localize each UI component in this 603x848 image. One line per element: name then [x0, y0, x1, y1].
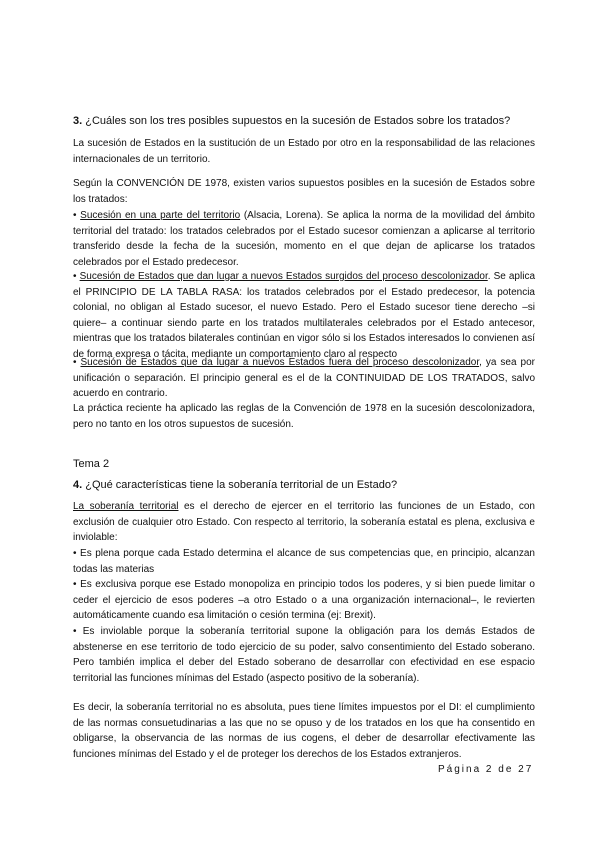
tabla-rasa-principle: PRINCIPIO DE LA TABLA RASA	[85, 286, 240, 298]
bullet-title-outside-decolonization: Sucesión de Estados que da lugar a nuevos Estados fuera del proceso descolonizador	[80, 357, 480, 368]
sovereignty-definition: La soberanía territorial es el derecho de ejercer en el territorio las funciones de un Estado, con exclusión de cualquier otro Estado. Con respecto al territorio, la soberanía estatal es plena, exclusiva e inviolable:	[73, 501, 535, 544]
bullet-title-partial-territory: Sucesión en una parte del territorio	[80, 210, 241, 221]
bullet-marker: •	[73, 548, 77, 559]
question-3-text: ¿Cuáles son los tres posibles supuestos en la sucesión de Estados sobre los tratados?	[82, 115, 511, 127]
continuity-principle: CONTINUIDAD DE LOS TRATADOS	[336, 372, 505, 384]
question-4-text: ¿Qué características tiene la soberanía territorial de un Estado?	[82, 479, 398, 491]
bullet-marker: •	[73, 579, 77, 590]
bullet-inviolable: • Es inviolable porque la soberanía territorial supone la obligación para los demás Estados de abstenerse en ese territorio de todo ejercicio de su poder, salvo consentimiento del Estado soberano. Pero también implica el deber del Estado soberano de desarrollar con efectividad en ese espacio territorial las funciones mínimas del Estado (aspecto positivo de la soberanía).	[73, 626, 535, 684]
convention-name: CONVENCIÓN DE 1978	[116, 178, 228, 189]
convention-intro: Según la CONVENCIÓN DE 1978, existen varios supuestos posibles en la sucesión de Estados sobre los tratados:	[73, 178, 536, 205]
succession-definition: La sucesión de Estados en la sustitución de un Estado por otro en la responsabilidad de las relaciones internacionales de un territorio.	[73, 138, 535, 165]
tema-heading: Tema 2	[73, 458, 110, 470]
bullet-decolonization: • Sucesión de Estados que dan lugar a nuevos Estados surgidos del proceso descolonizador. Se aplica el PRINCIPIO DE LA TABLA RASA: los tratados celebrados por el Estado predecesor, la potencia colonial, no obligan al Estado sucesor, el nuevo Estado. Pero el Estado sucesor tiene derecho –si quiere– a continuar siendo parte en los tratados multilaterales celebrados por el Estado antecesor, mientras que los tratados bilaterales continúan en vigor sólo si los Estados interesados lo convienen así de forma expresa o tácita, mediante un comportamiento claro al respecto	[73, 271, 535, 360]
question-4-number: 4.	[73, 479, 83, 491]
bullet-plena: • Es plena porque cada Estado determina el alcance de sus competencias que, en principio, alcanzan todas las materias	[73, 548, 535, 575]
sovereignty-term: La soberanía territorial	[73, 501, 179, 512]
bullet-marker: •	[73, 210, 77, 221]
recent-practice: La práctica reciente ha aplicado las reglas de la Convención de 1978 en la sucesión descolonizadora, pero no tanto en los otros supuestos de sucesión.	[73, 403, 535, 430]
question-3	[73, 114, 535, 130]
bullet-marker: •	[73, 357, 77, 368]
bullet-title-decolonization: Sucesión de Estados que dan lugar a nuevos Estados surgidos del proceso descolonizador	[79, 271, 488, 282]
page-number: Página 2 de 27	[438, 764, 534, 775]
question-3-number: 3.	[73, 115, 83, 127]
bullet-exclusiva: • Es exclusiva porque ese Estado monopoliza en principio todos los poderes, y si bien puede limitar o ceder el ejercicio de esos poderes –a otro Estado o a una organización internacional–, le revierten automáticamente cuando esa limitación o cesión termina (ej: Brexit).	[73, 579, 535, 622]
bullet-outside-decolonization: • Sucesión de Estados que da lugar a nuevos Estados fuera del proceso descolonizador, ya sea por unificación o separación. El principio general es el de la CONTINUIDAD DE LOS TRATADOS, salvo acuerdo en contrario.	[73, 357, 536, 400]
bullet-marker: •	[73, 271, 77, 282]
sovereignty-closing: Es decir, la soberanía territorial no es absoluta, pues tiene límites impuestos por el DI: el cumplimiento de las normas consuetudinarias a las que no se opuso y de los tratados en los que ha consentido en obligarse, la observancia de las normas de ius cogens, el deber de desarrollar efectivamente las funciones mínimas del Estado y el de proteger los derechos de los Estados extranjeros.	[73, 702, 535, 760]
question-4	[73, 478, 535, 494]
bullet-partial-territory: • Sucesión en una parte del territorio (Alsacia, Lorena). Se aplica la norma de la movilidad del ámbito territorial del tratado: los tratados celebrados por el Estado sucesor comienzan a aplicarse al territorio transferido desde la fecha de la sucesión, momento en el que dejan de aplicarse los tratados celebrados por el Estado predecesor.	[73, 210, 535, 268]
bullet-marker: •	[73, 626, 77, 637]
